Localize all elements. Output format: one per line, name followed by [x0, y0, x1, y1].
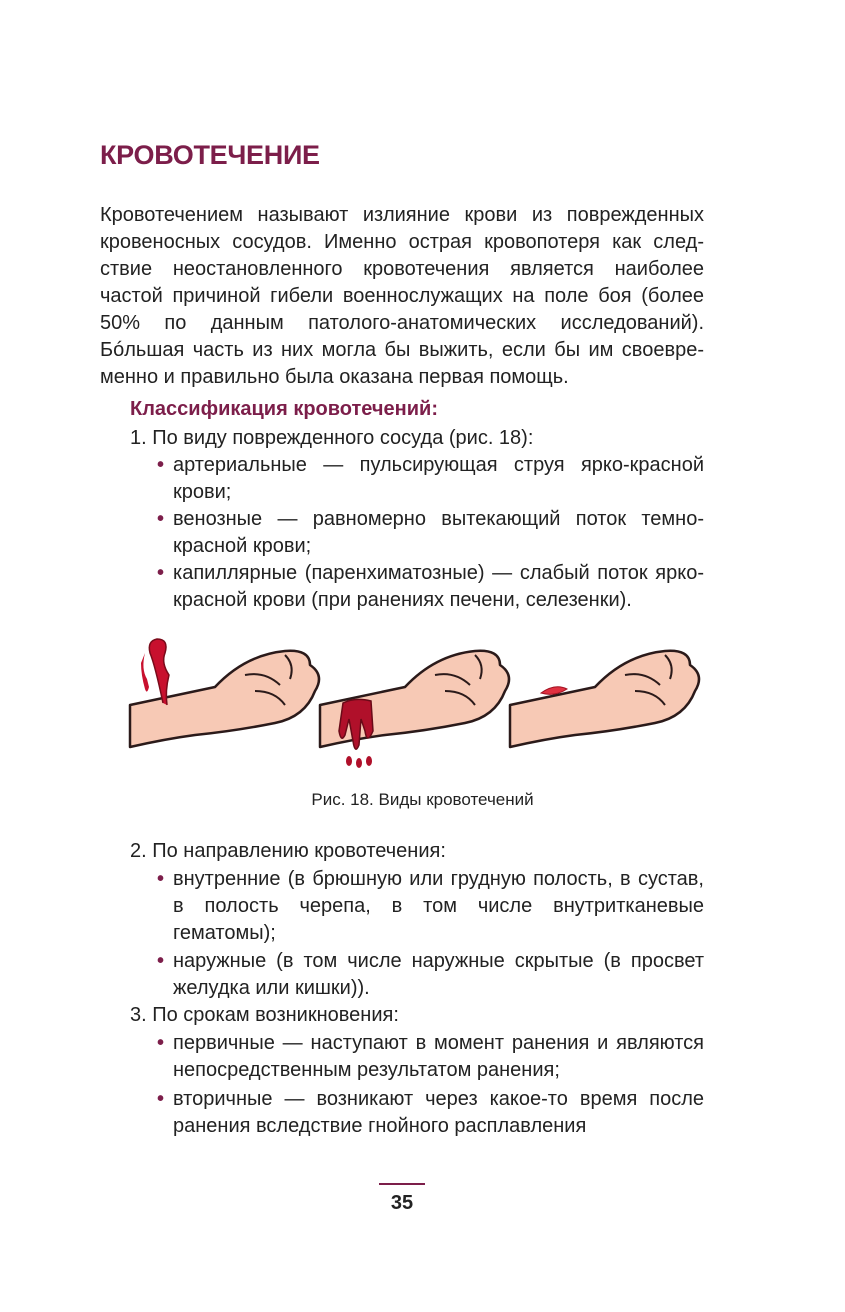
- figure-caption: Рис. 18. Виды кровотечений: [311, 790, 534, 809]
- list-item: [157, 948, 704, 1002]
- list-item-text: артериальные — пульсирующая струя ярко-красной крови;: [173, 454, 704, 503]
- list-item-text: внутренние (в брюшную или грудную полость, в сустав, в полость черепа, в том числе внутритканевые гематомы);: [173, 868, 704, 944]
- bleeding-types-illustration: [125, 635, 715, 775]
- list-item-text: первичные — наступают в момент ранения и являются непосредственным результатом ранения;: [173, 1032, 704, 1081]
- page-number: 35: [390, 1192, 414, 1214]
- list-item-text: венозные — равномерно вытекающий поток темно-красной крови;: [173, 508, 704, 557]
- chapter-title: КРОВОТЕЧЕНИЕ: [100, 140, 320, 170]
- bullet-icon: •: [157, 562, 165, 584]
- list-item-text: капиллярные (паренхиматозные) — слабый поток ярко-красной крови (при ранениях печени, селезенки).: [173, 562, 704, 611]
- list-item: [157, 1030, 704, 1084]
- bullet-icon: •: [157, 950, 165, 972]
- bullet-icon: •: [157, 454, 165, 476]
- venous-bleeding-hand-image: [320, 651, 509, 768]
- list-item-text: наружные (в том числе наружные скрытые (в просвет желудка или кишки)).: [173, 950, 704, 999]
- list-item: [157, 866, 704, 947]
- intro-paragraph: Кровотечением называют излияние крови из поврежденных кровеносных сосудов. Именно острая кровопотеря как следствие неостановленного кровотечения является наиболее частой причиной гибели военнослужащих на поле боя (более 50% по данным патолого-анатомических исследований). Бóльшая часть из них могла бы выжить, если бы им своевременно и правильно была оказана первая помощь.: [100, 204, 704, 388]
- bullet-icon: •: [157, 1088, 165, 1110]
- section-1-heading: 1. По виду поврежденного сосуда (рис. 18):: [130, 427, 534, 449]
- page-number-rule: [379, 1183, 425, 1185]
- classification-heading: Классификация кровотечений:: [130, 398, 438, 420]
- arterial-bleeding-hand-image: [130, 639, 319, 747]
- bullet-icon: •: [157, 508, 165, 530]
- list-item: [157, 1086, 704, 1140]
- list-item: [157, 452, 704, 506]
- bullet-icon: •: [157, 868, 165, 890]
- list-item-text: вторичные — возникают через какое-то время после ранения вследствие гнойного расплавления: [173, 1088, 704, 1137]
- list-item: [157, 560, 704, 614]
- list-item: [157, 506, 704, 560]
- section-2-heading: 2. По направлению кровотечения:: [130, 840, 446, 862]
- bullet-icon: •: [157, 1032, 165, 1054]
- capillary-bleeding-hand-image: [510, 651, 699, 747]
- section-3-heading: 3. По срокам возникновения:: [130, 1004, 399, 1026]
